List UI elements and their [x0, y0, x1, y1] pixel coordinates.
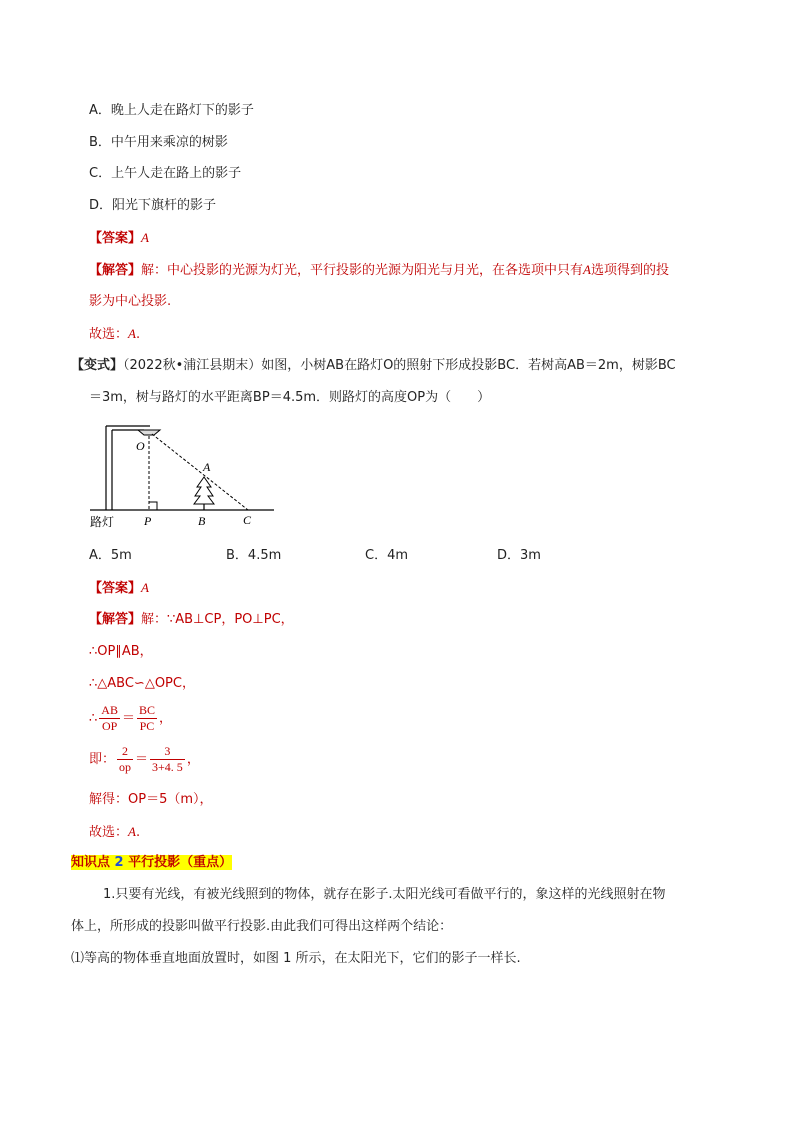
analysis-2-line-1 — [89, 610, 294, 630]
answer-1 — [89, 228, 149, 249]
frac1-den1: OP — [101, 719, 118, 733]
section-highlight — [71, 855, 232, 870]
label-c: C — [243, 513, 252, 527]
conclusion-2 — [89, 822, 140, 843]
analysis-text-end: 选项得到的投 — [590, 263, 669, 278]
frac1-num1: AB — [101, 703, 118, 717]
section-title: 平行投影（重点） — [128, 855, 233, 870]
label-lamp: 路灯 — [90, 515, 115, 529]
para-line-2: 体上，所形成的投影叫做平行投影.由此我们可得出这样两个结论： — [71, 919, 453, 934]
conclusion2-suffix: . — [135, 825, 141, 840]
analysis-2-line-2: ∴OP∥AB， — [89, 644, 153, 659]
answer-2 — [89, 578, 149, 599]
analysis-1-line-2: 影为中心投影. — [89, 294, 172, 309]
conclusion-prefix: 故选： — [89, 327, 129, 342]
analysis-2-line-3: ∴△ABC∽△OPC， — [89, 676, 195, 691]
conclusion-1 — [89, 324, 140, 345]
analysis-2-fraction-2 — [89, 743, 200, 777]
conclusion-suffix: . — [135, 327, 141, 342]
analysis-2-fraction-1 — [89, 702, 172, 736]
option-a: A．晚上人走在路灯下的影子 — [89, 103, 254, 118]
frac2-num2: 3 — [150, 744, 185, 760]
analysis-text: 解：中心投影的光源为灯光，平行投影的光源为阳光与月光，在各选项中只有 — [141, 263, 584, 278]
conclusion2-value: A — [128, 824, 136, 839]
option2-a: A．5m — [89, 548, 132, 563]
para-line-3: ⑴等高的物体垂直地面放置时，如图 1 所示，在太阳光下，它们的影子一样长. — [71, 951, 521, 966]
analysis-2-line-6: 解得：OP＝5（m）， — [89, 792, 213, 807]
variant-line-2: ＝3m，树与路灯的水平距离BP＝4.5m．则路灯的高度OP为（ ） — [89, 390, 491, 405]
analysis-1-line-1 — [89, 260, 669, 281]
label-b: B — [198, 514, 206, 528]
answer-value: A — [141, 230, 149, 245]
analysis2-text: 解：∵AB⊥CP，PO⊥PC， — [141, 612, 294, 627]
option-b: B．中午用来乘凉的树影 — [89, 135, 228, 150]
section-prefix: 知识点 — [71, 855, 111, 870]
label-a: A — [203, 460, 211, 474]
analysis-label: 【解答】 — [89, 263, 142, 278]
option-c: C．上午人走在路上的影子 — [89, 166, 242, 181]
label-o: O — [136, 439, 145, 453]
frac2-den2: 3+4. 5 — [152, 760, 183, 774]
frac1-den2: PC — [139, 719, 155, 733]
analysis2-label: 【解答】 — [89, 612, 142, 627]
right-angle-mark — [149, 502, 157, 510]
answer-label: 【答案】 — [89, 231, 142, 246]
frac1-eq: ＝ — [121, 711, 135, 726]
frac2-num1: 2 — [117, 744, 133, 760]
answer2-label: 【答案】 — [89, 581, 142, 596]
frac1-suffix: ， — [158, 711, 172, 726]
option-d: D．阳光下旗杆的影子 — [89, 198, 217, 213]
frac2-eq: ＝ — [135, 752, 149, 767]
conclusion2-prefix: 故选： — [89, 825, 129, 840]
fraction-bc-pc — [137, 703, 157, 734]
frac2-prefix: 即： — [89, 752, 116, 767]
lamp-shade-icon — [138, 430, 160, 435]
frac2-den1: op — [119, 760, 132, 774]
option2-c: C．4m — [365, 548, 409, 563]
lamp-figure — [88, 420, 278, 532]
fraction-ab-op — [99, 703, 120, 734]
variant-text: （2022秋•浦江县期末）如图，小树AB在路灯O的照射下形成投影BC．若树高AB＝2m，树影BC — [123, 358, 676, 373]
frac1-num2: BC — [138, 703, 155, 717]
analysis-letter: A — [583, 262, 591, 277]
section-heading — [71, 853, 232, 873]
frac1-prefix: ∴ — [89, 711, 98, 726]
section-number: 2 — [114, 855, 124, 870]
option2-d: D．3m — [497, 548, 541, 563]
fraction-3-sum — [150, 744, 185, 775]
conclusion-value: A — [128, 326, 136, 341]
option2-b: B．4.5m — [226, 548, 282, 563]
label-p: P — [144, 514, 152, 528]
para-line-1: 1.只要有光线，有被光线照到的物体，就存在影子.太阳光线可看做平行的，象这样的光线照射在物 — [103, 887, 666, 902]
variant-label: 【变式】 — [71, 358, 124, 373]
variant-line-1 — [71, 356, 676, 376]
fraction-2-op — [117, 744, 133, 775]
frac2-suffix: ， — [186, 752, 200, 767]
answer2-value: A — [141, 580, 149, 595]
tree-icon — [194, 477, 214, 510]
